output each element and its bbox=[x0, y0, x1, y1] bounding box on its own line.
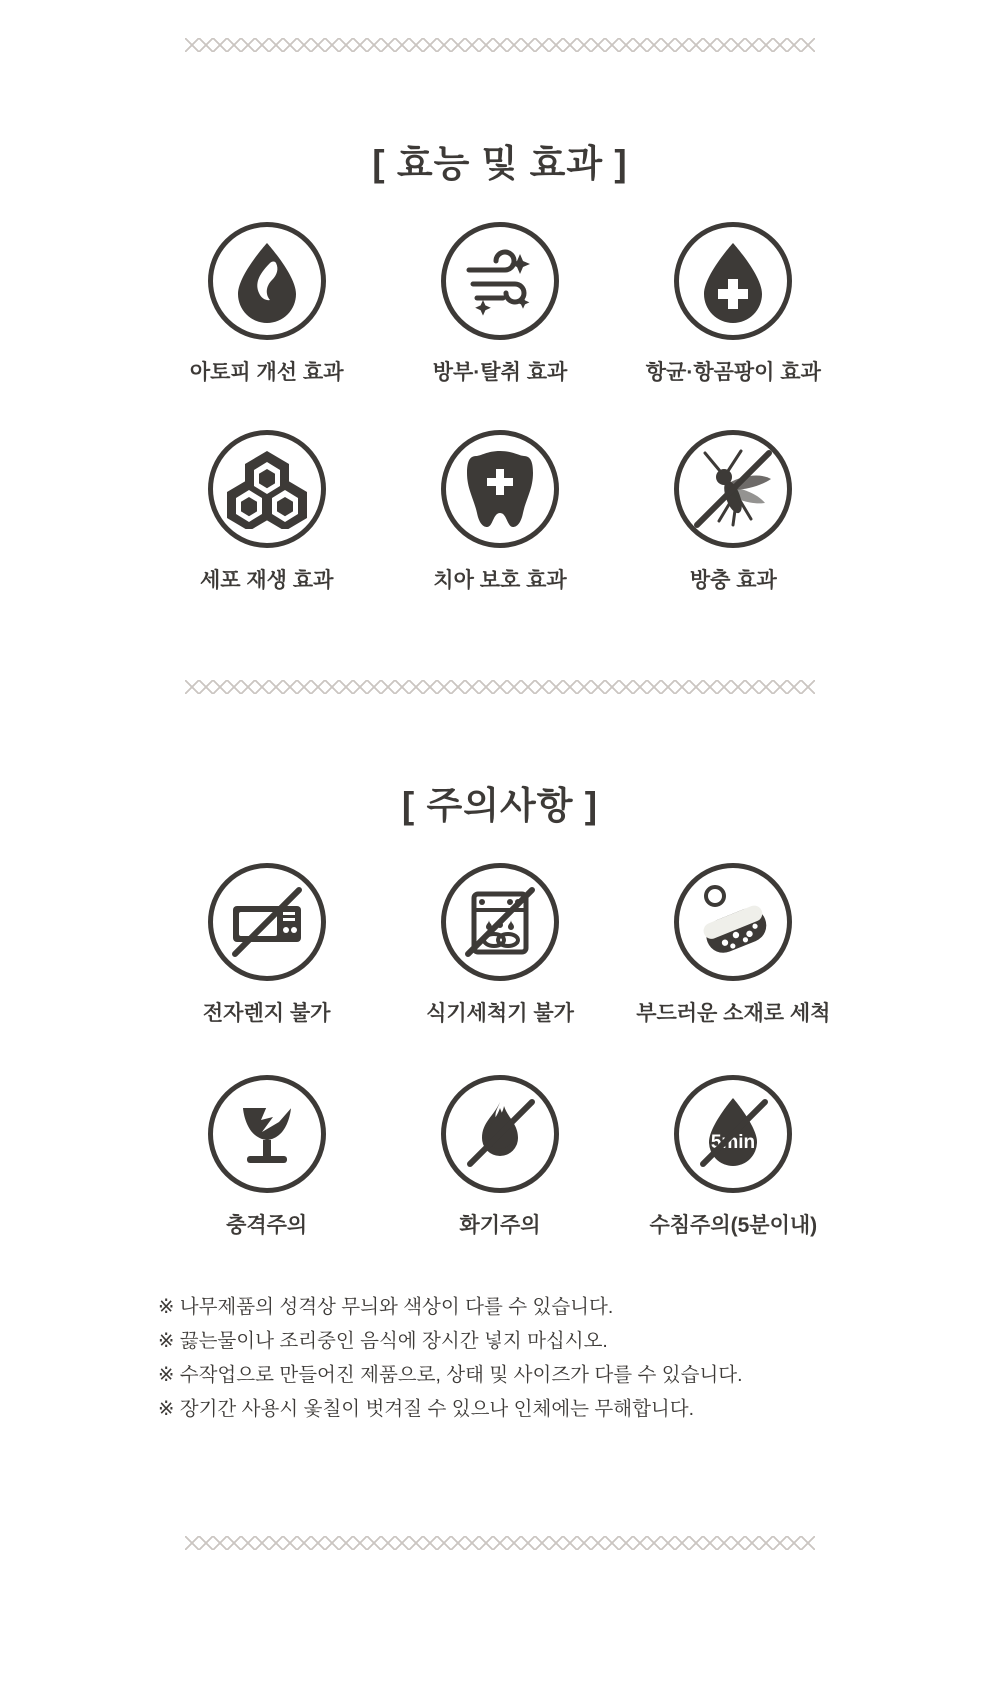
dishwasher-no-icon bbox=[441, 863, 559, 981]
caution-item-no-microwave bbox=[150, 863, 383, 1027]
soak-5min-no-icon bbox=[674, 1075, 792, 1193]
note-line: ※ 끓는물이나 조리중인 음식에 장시간 넣지 마십시오. bbox=[158, 1330, 608, 1352]
note-line: ※ 나무제품의 성격상 무늬와 색상이 다를 수 있습니다. bbox=[158, 1296, 614, 1318]
effect-item-atopy bbox=[150, 222, 383, 386]
drop-cross-icon bbox=[674, 222, 792, 340]
effect-label: 세포 재생 효과 bbox=[199, 569, 334, 592]
flame-no-icon bbox=[441, 1075, 559, 1193]
effects-icon-grid bbox=[150, 222, 850, 594]
effect-label: 치아 보호 효과 bbox=[433, 569, 567, 592]
divider-ornament bbox=[185, 680, 815, 694]
divider-middle bbox=[0, 680, 1000, 694]
mosquito-no-icon bbox=[674, 430, 792, 548]
effect-item-deodorize bbox=[383, 222, 616, 386]
effect-item-insect-repellent bbox=[617, 430, 850, 594]
effect-label: 방부·탈취 효과 bbox=[432, 361, 568, 384]
effect-label: 항균·항곰팡이 효과 bbox=[645, 361, 821, 384]
section-title-effects: [ 효능 및 효과 ] bbox=[372, 143, 628, 184]
cells-hexagon-icon bbox=[208, 430, 326, 548]
cautions-icon-grid bbox=[150, 863, 850, 1239]
note-line: ※ 수작업으로 만들어진 제품으로, 상태 및 사이즈가 다를 수 있습니다. bbox=[158, 1364, 743, 1386]
broken-glass-icon bbox=[208, 1075, 326, 1193]
section-title-cautions: [ 주의사항 ] bbox=[401, 785, 599, 826]
microwave-no-icon bbox=[208, 863, 326, 981]
svg-text:5min: 5min bbox=[711, 1132, 756, 1153]
notes-list bbox=[150, 1290, 850, 1426]
divider-ornament bbox=[185, 1536, 815, 1550]
tooth-cross-icon bbox=[441, 430, 559, 548]
caution-label: 화기주의 bbox=[459, 1214, 541, 1237]
divider-ornament bbox=[185, 38, 815, 52]
effect-item-tooth-protection bbox=[383, 430, 616, 594]
effect-label: 아토피 개선 효과 bbox=[189, 361, 344, 384]
effect-item-cell-regeneration bbox=[150, 430, 383, 594]
caution-label: 전자렌지 불가 bbox=[202, 1002, 331, 1025]
divider-top bbox=[0, 38, 1000, 52]
note-line: ※ 장기간 사용시 옻칠이 벗겨질 수 있으나 인체에는 무해합니다. bbox=[158, 1398, 695, 1420]
divider-bottom bbox=[0, 1536, 1000, 1550]
caution-label: 부드러운 소재로 세척 bbox=[636, 1002, 831, 1025]
caution-item-no-soaking bbox=[617, 1075, 850, 1239]
caution-item-soft-sponge bbox=[617, 863, 850, 1027]
effect-item-antibacterial bbox=[617, 222, 850, 386]
soft-sponge-icon bbox=[674, 863, 792, 981]
effect-label: 방충 효과 bbox=[689, 569, 777, 592]
caution-item-fragile bbox=[150, 1075, 383, 1239]
wind-sparkle-icon bbox=[441, 222, 559, 340]
caution-label: 충격주의 bbox=[226, 1214, 308, 1237]
water-drop-flame-icon bbox=[208, 222, 326, 340]
caution-label: 식기세척기 불가 bbox=[426, 1002, 574, 1025]
caution-label: 수침주의(5분이내) bbox=[649, 1214, 818, 1237]
caution-item-no-flame bbox=[383, 1075, 616, 1239]
caution-item-no-dishwasher bbox=[383, 863, 616, 1027]
